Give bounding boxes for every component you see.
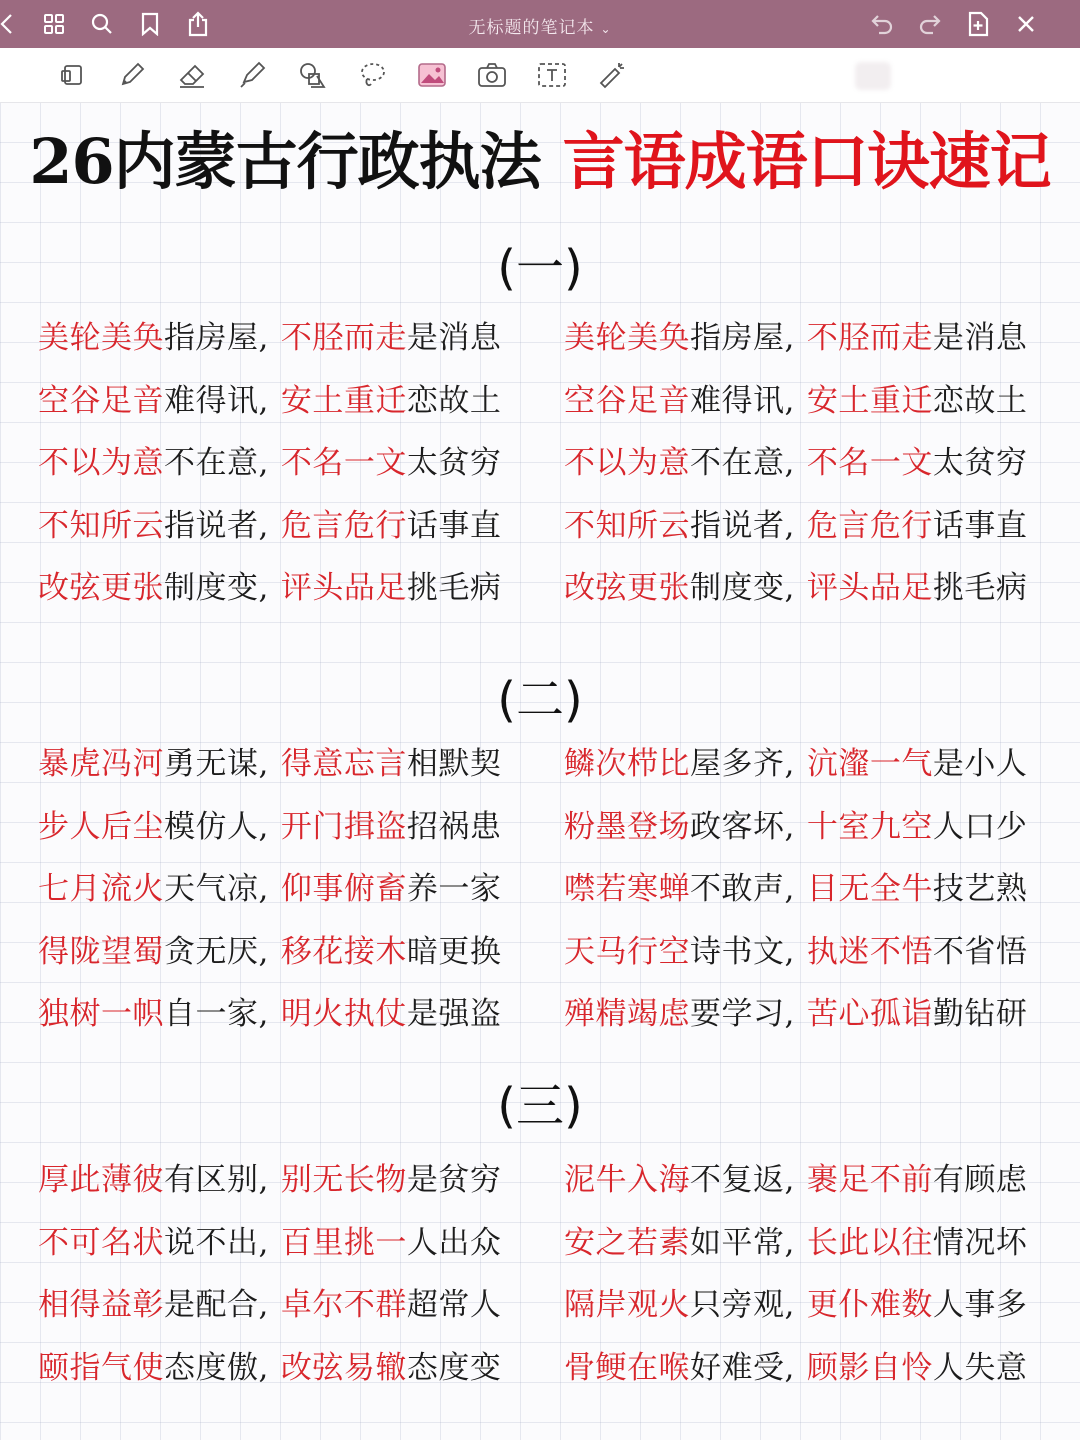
verse-line [564, 869, 1080, 932]
explanation: 不在意, [164, 445, 269, 481]
explanation: 招祸患 [406, 808, 502, 845]
explanation: 有区别, [164, 1162, 269, 1198]
read-mode-icon[interactable] [56, 59, 88, 91]
explanation: 自一家, [164, 996, 269, 1032]
notebook-title[interactable]: 无标题的笔记本 ⌄ [468, 18, 612, 38]
add-page-icon[interactable] [964, 10, 992, 38]
explanation: 诗书文, [690, 933, 795, 970]
idiom: 鳞次栉比 [564, 746, 690, 782]
verse-line [564, 994, 1080, 1057]
highlighter-icon[interactable] [236, 59, 268, 91]
verse-line [564, 1223, 1080, 1286]
idiom: 不知所云 [38, 507, 164, 544]
idiom: 危言危行 [806, 507, 933, 544]
idiom: 更仆难数 [806, 1287, 933, 1323]
explanation: 勤钻研 [932, 996, 1028, 1032]
idiom: 骨鲠在喉 [564, 1349, 690, 1386]
explanation: 模仿人, [164, 808, 269, 845]
idiom: 不胫而走 [806, 320, 933, 356]
explanation: 是消息 [932, 320, 1028, 356]
idiom: 安土重迁 [280, 382, 407, 419]
idiom: 暴虎冯河 [38, 746, 164, 782]
explanation: 挑毛病 [406, 570, 502, 606]
verse-line [38, 744, 558, 807]
verse-line [564, 807, 1080, 870]
idiom: 卓尔不群 [280, 1287, 407, 1323]
explanation: 人出众 [406, 1224, 502, 1261]
verse-line [38, 1223, 558, 1286]
idiom: 移花接木 [280, 933, 407, 970]
section-3-right-column [564, 1160, 1080, 1410]
explanation: 人失意 [932, 1349, 1028, 1386]
explanation: 难得讯, [164, 382, 269, 419]
lasso-icon[interactable] [356, 59, 388, 91]
idiom: 改弦更张 [38, 570, 164, 606]
idiom: 殚精竭虑 [564, 996, 690, 1032]
explanation: 如平常, [690, 1224, 795, 1261]
explanation: 人事多 [932, 1287, 1028, 1323]
explanation: 太贫穷 [932, 445, 1028, 481]
idiom: 厚此薄彼 [38, 1162, 164, 1198]
idiom: 不可名状 [38, 1224, 164, 1261]
explanation: 养一家 [406, 871, 502, 907]
toolbar-placeholder [855, 62, 891, 90]
explanation: 太贫穷 [406, 445, 502, 481]
undo-icon[interactable] [868, 10, 896, 38]
section-1-left-column [38, 318, 558, 631]
verse-line [38, 443, 558, 506]
explanation: 勇无谋, [164, 746, 269, 782]
idiom: 相得益彰 [38, 1287, 164, 1323]
section-2-right-column [564, 744, 1080, 1057]
idiom: 改弦更张 [564, 570, 690, 606]
verse-line [564, 744, 1080, 807]
explanation: 指房屋, [164, 320, 269, 356]
idiom: 苦心孤诣 [806, 996, 933, 1032]
verse-line [564, 318, 1080, 381]
explanation: 是消息 [406, 320, 502, 356]
idiom: 危言危行 [280, 507, 407, 544]
verse-line [38, 807, 558, 870]
verse-line [564, 381, 1080, 444]
verse-line [564, 1160, 1080, 1223]
explanation: 有顾虑 [932, 1162, 1028, 1198]
idiom: 仰事俯畜 [280, 871, 407, 907]
verse-line [564, 506, 1080, 569]
idiom: 不胫而走 [280, 320, 407, 356]
idiom: 不以为意 [564, 445, 690, 481]
section-label-3: (三) [497, 1078, 583, 1134]
idiom: 改弦易辙 [280, 1349, 407, 1386]
pen-icon[interactable] [116, 59, 148, 91]
page-title [0, 122, 1080, 202]
idiom: 别无长物 [280, 1162, 407, 1198]
explanation: 不省悟 [932, 933, 1028, 970]
verse-line [564, 443, 1080, 506]
redo-icon[interactable] [916, 10, 944, 38]
camera-icon[interactable] [476, 59, 508, 91]
explanation: 不复返, [690, 1162, 795, 1198]
top-app-bar [0, 0, 1080, 48]
verse-line [38, 1160, 558, 1223]
verse-line [38, 1348, 558, 1411]
explanation: 制度变, [690, 570, 795, 606]
idiom: 开门揖盗 [280, 808, 407, 845]
idiom: 顾影自怜 [806, 1349, 933, 1386]
explanation: 要学习, [690, 996, 795, 1032]
explanation: 只旁观, [690, 1287, 795, 1323]
idiom: 不知所云 [564, 507, 690, 544]
explanation: 不敢声, [690, 871, 795, 907]
explanation: 不在意, [690, 445, 795, 481]
verse-line [38, 932, 558, 995]
explanation: 好难受, [690, 1349, 795, 1386]
idiom: 空谷足音 [38, 382, 164, 419]
verse-line [38, 1285, 558, 1348]
explanation: 态度傲, [164, 1349, 269, 1386]
explanation: 天气凉, [164, 871, 269, 907]
idiom: 噤若寒蝉 [564, 871, 690, 907]
idiom: 空谷足音 [564, 382, 690, 419]
explanation: 指说者, [690, 507, 795, 544]
idiom: 颐指气使 [38, 1349, 164, 1386]
explanation: 态度变 [406, 1349, 502, 1386]
idiom: 安土重迁 [806, 382, 933, 419]
idiom: 步人后尘 [38, 808, 164, 845]
verse-line [564, 932, 1080, 995]
eraser-icon[interactable] [176, 59, 208, 91]
idiom: 粉墨登场 [564, 808, 690, 845]
explanation: 是强盗 [406, 996, 502, 1032]
idiom: 长此以往 [806, 1224, 933, 1261]
idiom: 得陇望蜀 [38, 933, 164, 970]
section-label-1: (一) [497, 240, 583, 296]
idiom: 美轮美奂 [564, 320, 690, 356]
text-box-icon[interactable] [536, 59, 568, 91]
idiom: 评头品足 [806, 570, 933, 606]
verse-line [38, 568, 558, 631]
verse-line [564, 1348, 1080, 1411]
idiom: 明火执仗 [280, 996, 407, 1032]
explanation: 制度变, [164, 570, 269, 606]
explanation: 挑毛病 [932, 570, 1028, 606]
section-label-2: (二) [497, 672, 583, 728]
explanation: 屋多齐, [690, 746, 795, 782]
section-1-right-column [564, 318, 1080, 631]
section-3-left-column [38, 1160, 558, 1410]
verse-line [38, 381, 558, 444]
close-icon[interactable] [1012, 10, 1040, 38]
explanation: 情况坏 [932, 1224, 1028, 1261]
shapes-icon[interactable] [296, 59, 328, 91]
idiom: 不名一文 [806, 445, 933, 481]
explanation: 话事直 [932, 507, 1028, 544]
idiom: 不名一文 [280, 445, 407, 481]
image-icon[interactable] [416, 59, 448, 91]
idiom: 安之若素 [564, 1224, 690, 1261]
drawing-toolbar [0, 48, 1080, 103]
explanation: 指房屋, [690, 320, 795, 356]
explanation: 技艺熟 [932, 871, 1028, 907]
idiom: 隔岸观火 [564, 1287, 690, 1323]
idiom: 美轮美奂 [38, 320, 164, 356]
idiom: 目无全牛 [806, 871, 933, 907]
idiom: 独树一帜 [38, 996, 164, 1032]
title-black-part: 26内蒙古行政执法 [29, 125, 541, 198]
verse-line [564, 1285, 1080, 1348]
verse-line [38, 506, 558, 569]
explanation: 是贫穷 [406, 1162, 502, 1198]
explanation: 政客坏, [690, 808, 795, 845]
idiom: 不以为意 [38, 445, 164, 481]
explanation: 是配合, [164, 1287, 269, 1323]
explanation: 指说者, [164, 507, 269, 544]
verse-line [564, 568, 1080, 631]
title-red-part: 言语成语口诀速记 [562, 125, 1051, 198]
idiom: 得意忘言 [280, 746, 407, 782]
verse-line [38, 994, 558, 1057]
chevron-down-icon: ⌄ [600, 22, 612, 36]
explanation: 恋故土 [932, 382, 1028, 419]
explanation: 超常人 [406, 1287, 502, 1323]
idiom: 沆瀣一气 [806, 746, 933, 782]
idiom: 天马行空 [564, 933, 690, 970]
explanation: 说不出, [164, 1224, 269, 1261]
idiom: 百里挑一 [280, 1224, 407, 1261]
explanation: 难得讯, [690, 382, 795, 419]
explanation: 人口少 [932, 808, 1028, 845]
verse-line [38, 869, 558, 932]
explanation: 相默契 [406, 746, 502, 782]
explanation: 是小人 [932, 746, 1028, 782]
explanation: 话事直 [406, 507, 502, 544]
explanation: 恋故土 [406, 382, 502, 419]
idiom: 十室九空 [806, 808, 933, 845]
idiom: 裹足不前 [806, 1162, 933, 1198]
idiom: 七月流火 [38, 871, 164, 907]
section-2-left-column [38, 744, 558, 1057]
idiom: 评头品足 [280, 570, 407, 606]
explanation: 贪无厌, [164, 933, 269, 970]
explanation: 暗更换 [406, 933, 502, 970]
idiom: 泥牛入海 [564, 1162, 690, 1198]
idiom: 执迷不悟 [806, 933, 933, 970]
laser-pointer-icon[interactable] [596, 59, 628, 91]
verse-line [38, 318, 558, 381]
